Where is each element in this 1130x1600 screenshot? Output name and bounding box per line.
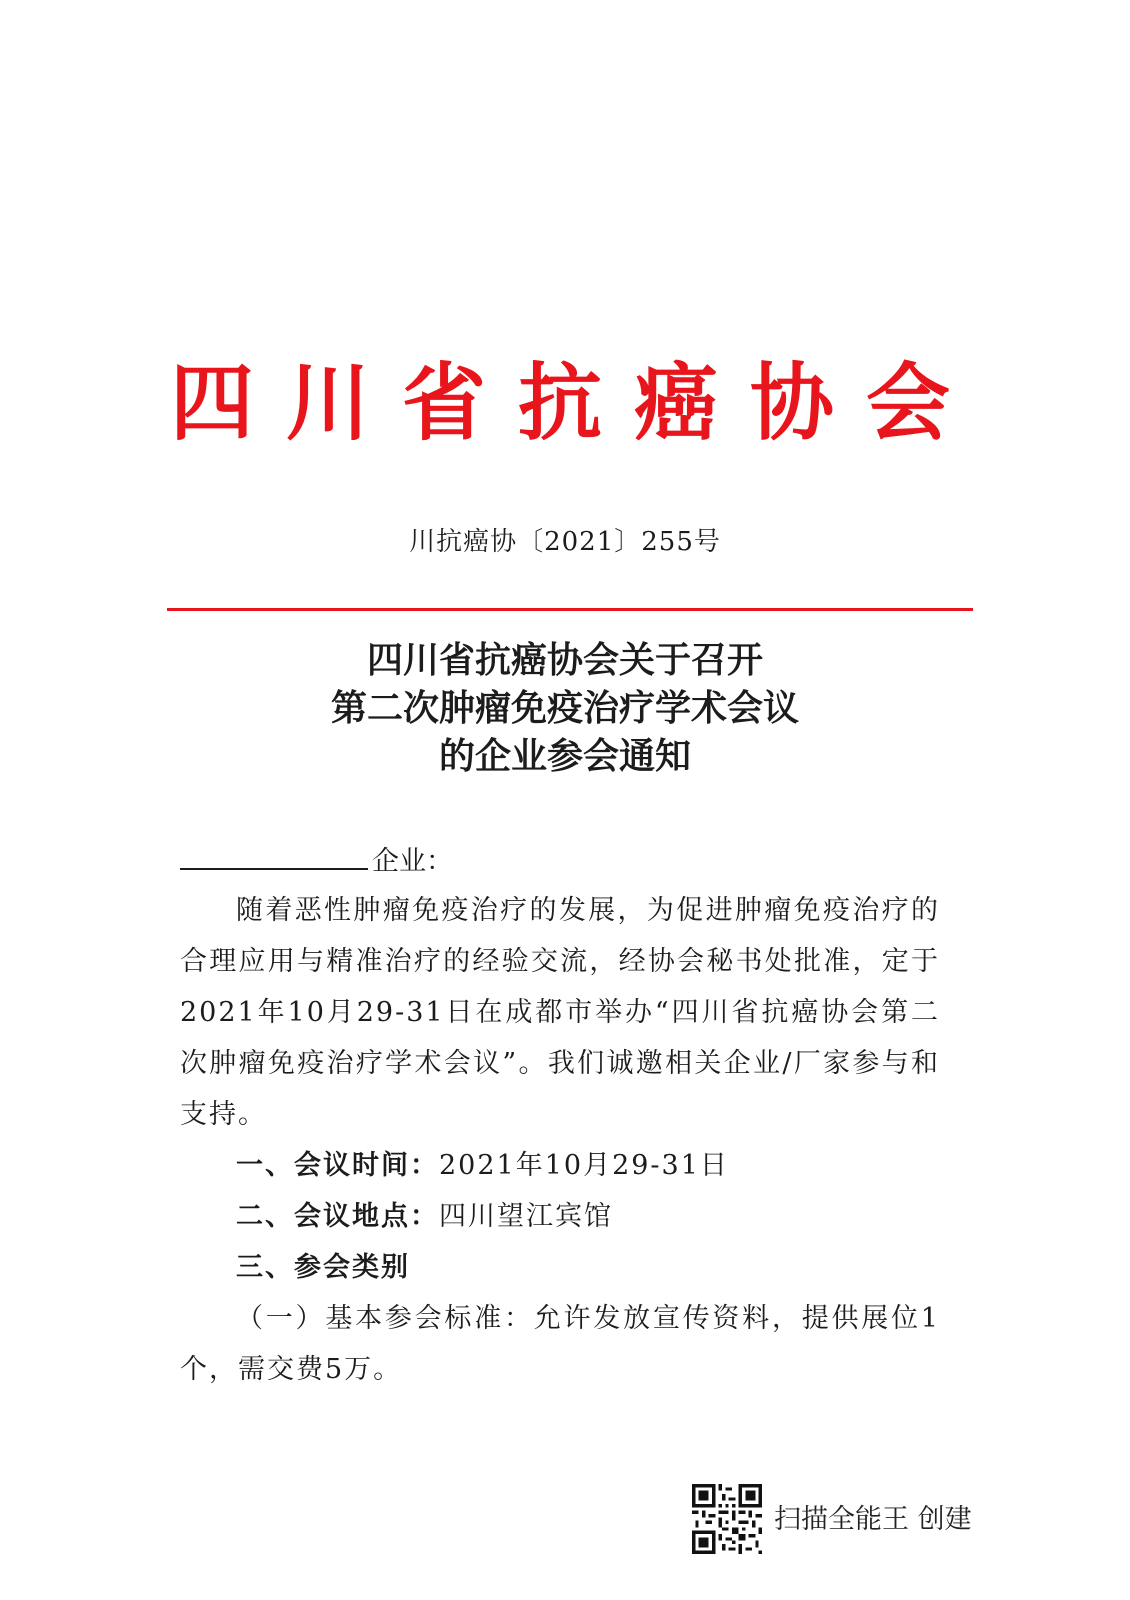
scanner-created-text: 扫描全能王 创建 (774, 1504, 972, 1535)
notice-title-line-2: 第二次肿瘤免疫治疗学术会议 (330, 687, 799, 729)
participation-category-heading: 三、参会类别 (236, 1252, 410, 1283)
notice-title-line-3: 的企业参会通知 (438, 735, 691, 777)
salutation (180, 842, 453, 882)
meeting-time-value: 2021年10月29-31日 (439, 1150, 729, 1181)
notice-title-line-1: 四川省抗癌协会关于召开 (366, 639, 763, 681)
scanner-footer (692, 1478, 1012, 1558)
qr-code-icon (692, 1484, 762, 1554)
meeting-time-label: 一、会议时间： (236, 1150, 439, 1181)
meeting-time-item (180, 1140, 940, 1191)
meeting-venue-value: 四川望江宾馆 (439, 1201, 613, 1232)
red-divider-line (167, 608, 973, 611)
notice-title (0, 636, 1130, 780)
notice-body (180, 885, 940, 1395)
company-name-blank (180, 846, 368, 870)
meeting-venue-item (180, 1191, 940, 1242)
basic-standard-paragraph: （一）基本参会标准：允许发放宣传资料，提供展位1个，需交费5万。 (180, 1303, 940, 1385)
intro-paragraph: 随着恶性肿瘤免疫治疗的发展，为促进肿瘤免疫治疗的合理应用与精准治疗的经验交流，经协会秘书处批准，定于2021年10月29-31日在成都市举办“四川省抗癌协会第二次肿瘤免疫治疗学术会议”。我们诚邀相关企业/厂家参与和支持。 (180, 895, 940, 1130)
meeting-venue-label: 二、会议地点： (236, 1201, 439, 1232)
salutation-text: 企业： (372, 846, 453, 877)
organization-header: 四川省抗癌协会 (170, 353, 983, 452)
document-number: 川抗癌协〔2021〕255号 (409, 527, 721, 557)
